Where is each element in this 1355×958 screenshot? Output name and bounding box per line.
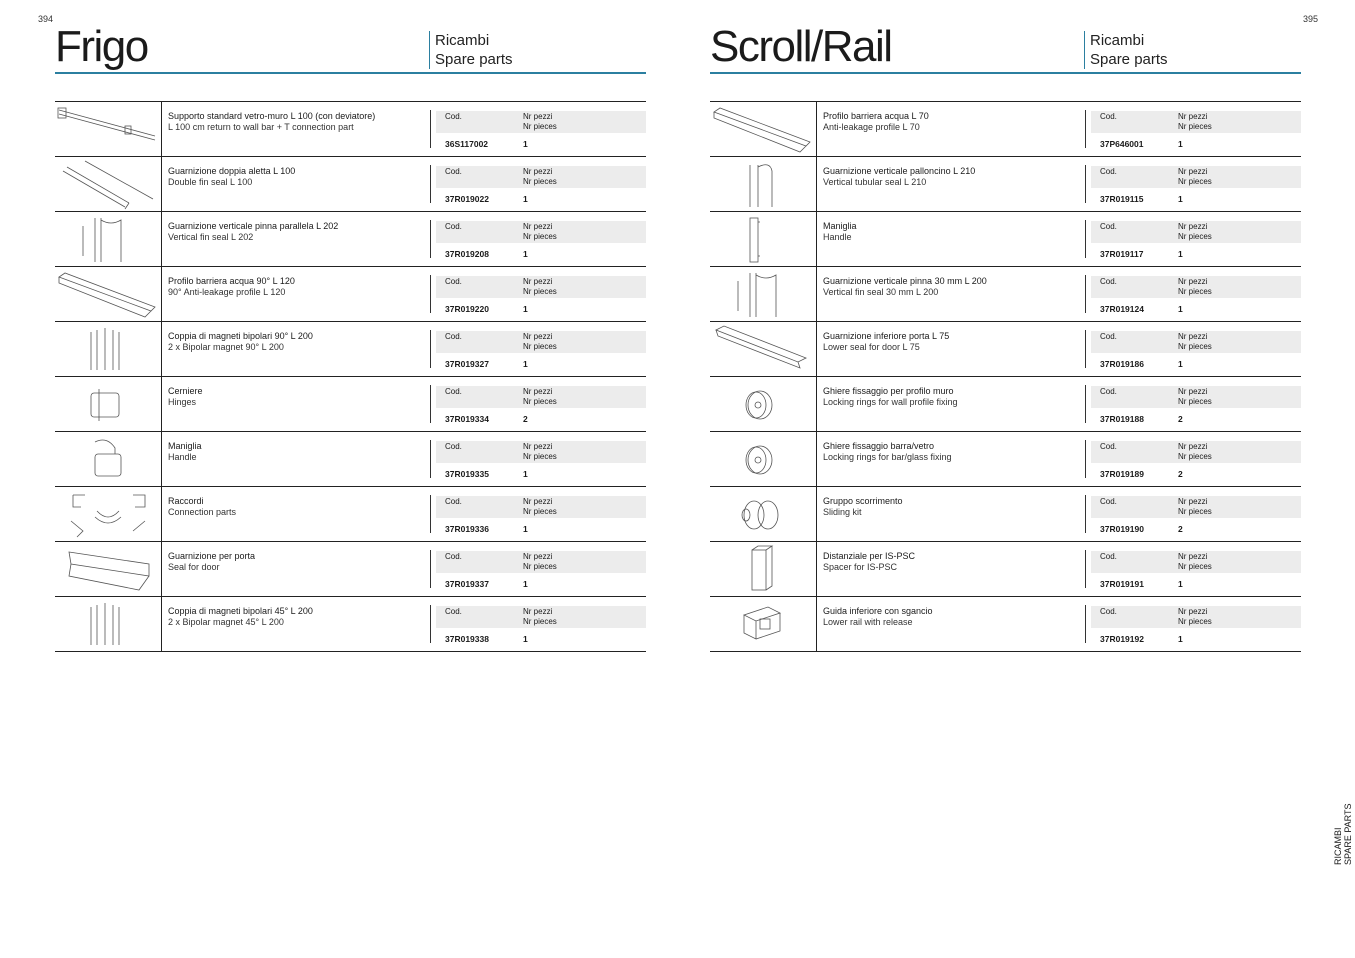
pieces-label — [523, 497, 557, 517]
code-header — [436, 606, 646, 628]
part-quantity: 1 — [523, 359, 528, 369]
code-label: Cod. — [1100, 112, 1117, 121]
part-code: 37R019190 — [1100, 524, 1144, 534]
code-label: Cod. — [445, 277, 462, 286]
part-image — [55, 542, 162, 596]
part-description — [168, 166, 295, 188]
part-code: 37R019327 — [445, 359, 489, 369]
part-name-en: Vertical fin seal L 202 — [168, 232, 254, 242]
part-name-en: Locking rings for bar/glass fixing — [823, 452, 952, 462]
part-row — [55, 542, 646, 597]
pieces-label — [523, 332, 557, 352]
code-label: Cod. — [445, 167, 462, 176]
part-code: 37R019117 — [1100, 249, 1144, 259]
part-code: 37R019191 — [1100, 579, 1144, 589]
part-name-en: Anti-leakage profile L 70 — [823, 122, 920, 132]
pieces-label-en: Nr pieces — [1178, 232, 1212, 241]
anti-leakage-profile-icon — [55, 267, 161, 321]
part-description — [168, 111, 375, 133]
part-image — [710, 267, 817, 321]
part-image — [55, 432, 162, 486]
vertical-fin-seal-icon — [710, 267, 816, 321]
part-description — [168, 386, 203, 408]
code-label: Cod. — [445, 387, 462, 396]
pieces-label-it: Nr pezzi — [523, 497, 553, 506]
parts-table — [55, 101, 646, 652]
part-quantity: 1 — [1178, 194, 1183, 204]
part-code: 37R019189 — [1100, 469, 1144, 479]
pieces-label-it: Nr pezzi — [523, 552, 553, 561]
pieces-label-en: Nr pieces — [1178, 287, 1212, 296]
pieces-label-it: Nr pezzi — [1178, 222, 1208, 231]
pieces-label — [1178, 442, 1212, 462]
pieces-label-it: Nr pezzi — [523, 607, 553, 616]
part-description — [823, 276, 987, 298]
part-name-en: Lower seal for door L 75 — [823, 342, 920, 352]
column-divider — [1085, 220, 1086, 258]
part-code: 37R019124 — [1100, 304, 1144, 314]
pieces-label — [1178, 222, 1212, 242]
pieces-label — [523, 277, 557, 297]
column-divider — [1085, 550, 1086, 588]
code-label: Cod. — [445, 222, 462, 231]
spacer-icon — [710, 542, 816, 596]
part-name-en: Handle — [823, 232, 852, 242]
code-header — [1091, 496, 1301, 518]
pieces-label-en: Nr pieces — [523, 342, 557, 351]
code-label: Cod. — [1100, 277, 1117, 286]
pieces-label — [1178, 607, 1212, 627]
part-description — [823, 496, 903, 518]
part-quantity: 1 — [1178, 139, 1183, 149]
code-header — [1091, 166, 1301, 188]
double-fin-seal-icon — [55, 157, 161, 211]
part-name-en: Vertical tubular seal L 210 — [823, 177, 927, 187]
part-image — [710, 377, 817, 431]
part-quantity: 1 — [1178, 304, 1183, 314]
part-name-it: Coppia di magneti bipolari 45° L 200 — [168, 606, 313, 616]
part-row — [55, 487, 646, 542]
part-code: 37R019208 — [445, 249, 489, 259]
code-header — [1091, 111, 1301, 133]
part-row — [710, 487, 1301, 542]
code-label: Cod. — [1100, 607, 1117, 616]
header-rule — [55, 72, 646, 74]
part-description — [823, 221, 857, 243]
part-image — [55, 157, 162, 211]
part-quantity: 2 — [1178, 524, 1183, 534]
part-name-it: Ghiere fissaggio barra/vetro — [823, 441, 935, 451]
code-label: Cod. — [445, 607, 462, 616]
pieces-label-en: Nr pieces — [523, 122, 557, 131]
pieces-label — [1178, 332, 1212, 352]
column-divider — [1085, 275, 1086, 313]
bipolar-magnet-icon — [55, 322, 161, 376]
sliding-kit-icon — [710, 487, 816, 541]
part-quantity: 1 — [523, 634, 528, 644]
pieces-label-it: Nr pezzi — [1178, 332, 1208, 341]
part-description — [168, 441, 202, 463]
part-code: 37R019335 — [445, 469, 489, 479]
pieces-label — [523, 442, 557, 462]
part-name-it: Profilo barriera acqua L 70 — [823, 111, 929, 121]
part-quantity: 1 — [1178, 359, 1183, 369]
code-label: Cod. — [445, 497, 462, 506]
part-row — [55, 102, 646, 157]
pieces-label-en: Nr pieces — [523, 507, 557, 516]
part-image — [55, 322, 162, 376]
pieces-label-en: Nr pieces — [523, 452, 557, 461]
part-name-it: Profilo barriera acqua 90° L 120 — [168, 276, 295, 286]
pieces-label-it: Nr pezzi — [1178, 112, 1208, 121]
pieces-label-it: Nr pezzi — [1178, 607, 1208, 616]
part-quantity: 2 — [1178, 414, 1183, 424]
part-quantity: 1 — [523, 194, 528, 204]
bar-handle-icon — [710, 212, 816, 266]
pieces-label — [523, 607, 557, 627]
part-image — [55, 212, 162, 266]
part-description — [168, 606, 313, 628]
locking-ring-icon — [710, 377, 816, 431]
part-image — [55, 597, 162, 651]
column-divider — [1085, 110, 1086, 148]
part-row — [710, 377, 1301, 432]
part-row — [710, 212, 1301, 267]
code-header — [436, 551, 646, 573]
part-code: 37R019336 — [445, 524, 489, 534]
part-image — [710, 157, 817, 211]
part-name-it: Raccordi — [168, 496, 204, 506]
pieces-label-en: Nr pieces — [1178, 507, 1212, 516]
pieces-label-it: Nr pezzi — [523, 332, 553, 341]
code-label: Cod. — [1100, 387, 1117, 396]
part-image — [710, 212, 817, 266]
part-name-it: Ghiere fissaggio per profilo muro — [823, 386, 954, 396]
part-row — [55, 157, 646, 212]
column-divider — [1085, 495, 1086, 533]
part-description — [823, 331, 949, 353]
page-right — [710, 0, 1301, 958]
part-quantity: 1 — [523, 469, 528, 479]
pieces-label-it: Nr pezzi — [523, 277, 553, 286]
part-description — [823, 111, 929, 133]
code-header — [1091, 606, 1301, 628]
pieces-label-en: Nr pieces — [523, 397, 557, 406]
pieces-label — [1178, 167, 1212, 187]
part-name-en: 90° Anti-leakage profile L 120 — [168, 287, 286, 297]
part-code: 37R019186 — [1100, 359, 1144, 369]
code-label: Cod. — [445, 442, 462, 451]
code-header — [1091, 331, 1301, 353]
part-name-en: Sliding kit — [823, 507, 862, 517]
code-label: Cod. — [445, 112, 462, 121]
part-code: 37R019338 — [445, 634, 489, 644]
code-header — [436, 386, 646, 408]
column-divider — [1085, 385, 1086, 423]
code-label: Cod. — [445, 332, 462, 341]
part-description — [168, 551, 255, 573]
code-label: Cod. — [1100, 552, 1117, 561]
locking-ring-icon — [710, 432, 816, 486]
hinge-icon — [55, 377, 161, 431]
part-code: 37P646001 — [1100, 139, 1144, 149]
part-description — [823, 606, 933, 628]
pieces-label-en: Nr pieces — [523, 232, 557, 241]
part-code: 37R019220 — [445, 304, 489, 314]
part-image — [710, 102, 817, 156]
part-image — [55, 102, 162, 156]
code-header — [436, 496, 646, 518]
pieces-label-en: Nr pieces — [1178, 342, 1212, 351]
part-description — [168, 496, 236, 518]
column-divider — [430, 605, 431, 643]
part-row — [710, 267, 1301, 322]
page-number-right: 395 — [1303, 14, 1319, 24]
code-label: Cod. — [1100, 442, 1117, 451]
code-header — [1091, 551, 1301, 573]
part-row — [710, 322, 1301, 377]
pieces-label — [1178, 497, 1212, 517]
page-left — [55, 0, 646, 958]
code-label: Cod. — [1100, 222, 1117, 231]
side-tab-line2: SPARE PARTS — [1343, 803, 1353, 865]
pieces-label-it: Nr pezzi — [1178, 167, 1208, 176]
page-number-left: 394 — [38, 14, 54, 24]
part-quantity: 2 — [523, 414, 528, 424]
pieces-label — [1178, 112, 1212, 132]
vertical-fin-seal-icon — [55, 212, 161, 266]
pieces-label-it: Nr pezzi — [523, 167, 553, 176]
pieces-label-it: Nr pezzi — [523, 387, 553, 396]
part-description — [823, 166, 975, 188]
part-image — [710, 322, 817, 376]
code-label: Cod. — [445, 552, 462, 561]
page-title: Scroll/Rail — [710, 22, 892, 71]
part-name-en: Locking rings for wall profile fixing — [823, 397, 958, 407]
bipolar-magnet-icon — [55, 597, 161, 651]
column-divider — [430, 275, 431, 313]
pieces-label-en: Nr pieces — [523, 562, 557, 571]
connection-parts-icon — [55, 487, 161, 541]
pieces-label — [523, 387, 557, 407]
tubular-seal-icon — [710, 157, 816, 211]
part-row — [55, 597, 646, 652]
pieces-label-it: Nr pezzi — [1178, 442, 1208, 451]
pieces-label-en: Nr pieces — [523, 177, 557, 186]
wall-bar-icon — [55, 102, 161, 156]
code-header — [436, 276, 646, 298]
column-divider — [430, 220, 431, 258]
code-label: Cod. — [1100, 167, 1117, 176]
pieces-label — [1178, 277, 1212, 297]
lower-rail-icon — [710, 597, 816, 651]
code-header — [1091, 221, 1301, 243]
column-divider — [430, 385, 431, 423]
part-row — [55, 267, 646, 322]
part-name-it: Guida inferiore con sgancio — [823, 606, 933, 616]
door-seal-icon — [55, 542, 161, 596]
part-image — [55, 267, 162, 321]
pieces-label — [523, 222, 557, 242]
part-code: 37R019188 — [1100, 414, 1144, 424]
section-label-en: Spare parts — [435, 51, 513, 68]
part-name-it: Maniglia — [823, 221, 857, 231]
pieces-label-en: Nr pieces — [523, 617, 557, 626]
part-name-en: L 100 cm return to wall bar + T connection part — [168, 122, 354, 132]
part-name-en: Spacer for IS-PSC — [823, 562, 898, 572]
column-divider — [430, 330, 431, 368]
part-row — [55, 377, 646, 432]
part-quantity: 1 — [1178, 634, 1183, 644]
part-row — [55, 432, 646, 487]
anti-leakage-profile-icon — [710, 102, 816, 156]
part-row — [710, 102, 1301, 157]
part-name-it: Guarnizione doppia aletta L 100 — [168, 166, 296, 176]
part-description — [168, 221, 338, 243]
part-name-it: Distanziale per IS-PSC — [823, 551, 916, 561]
part-quantity: 1 — [523, 524, 528, 534]
pieces-label-it: Nr pezzi — [1178, 387, 1208, 396]
code-header — [1091, 441, 1301, 463]
page-title: Frigo — [55, 22, 148, 71]
part-quantity: 1 — [523, 304, 528, 314]
part-image — [55, 377, 162, 431]
section-label-it: Ricambi — [1090, 32, 1145, 49]
column-divider — [430, 440, 431, 478]
part-image — [710, 432, 817, 486]
part-quantity: 1 — [523, 579, 528, 589]
code-header — [436, 111, 646, 133]
pieces-label — [523, 167, 557, 187]
parts-table — [710, 101, 1301, 652]
section-label-en: Spare parts — [1090, 51, 1168, 68]
part-name-en: 2 x Bipolar magnet 45° L 200 — [168, 617, 284, 627]
section-label-it: Ricambi — [435, 32, 490, 49]
pieces-label-en: Nr pieces — [1178, 122, 1212, 131]
part-name-en: 2 x Bipolar magnet 90° L 200 — [168, 342, 284, 352]
code-label: Cod. — [1100, 332, 1117, 341]
part-name-en: Double fin seal L 100 — [168, 177, 253, 187]
column-divider — [1085, 440, 1086, 478]
part-row — [710, 432, 1301, 487]
pieces-label — [1178, 552, 1212, 572]
part-code: 37R019022 — [445, 194, 489, 204]
part-quantity: 2 — [1178, 469, 1183, 479]
header-rule — [710, 72, 1301, 74]
pieces-label — [523, 552, 557, 572]
code-header — [436, 331, 646, 353]
part-quantity: 1 — [523, 139, 528, 149]
pieces-label-en: Nr pieces — [523, 287, 557, 296]
part-quantity: 1 — [1178, 249, 1183, 259]
part-code: 37R019192 — [1100, 634, 1144, 644]
part-name-it: Guarnizione verticale palloncino L 210 — [823, 166, 976, 176]
part-name-en: Handle — [168, 452, 197, 462]
part-name-it: Gruppo scorrimento — [823, 496, 903, 506]
part-description — [168, 276, 295, 298]
pieces-label-en: Nr pieces — [1178, 397, 1212, 406]
pieces-label-it: Nr pezzi — [523, 222, 553, 231]
code-header — [436, 221, 646, 243]
pieces-label-it: Nr pezzi — [523, 112, 553, 121]
section-label — [429, 31, 513, 69]
column-divider — [430, 165, 431, 203]
handle-icon — [55, 432, 161, 486]
pieces-label-en: Nr pieces — [1178, 177, 1212, 186]
part-name-it: Guarnizione per porta — [168, 551, 256, 561]
column-divider — [1085, 605, 1086, 643]
pieces-label — [1178, 387, 1212, 407]
part-row — [710, 157, 1301, 212]
part-quantity: 1 — [523, 249, 528, 259]
part-code: 37R019334 — [445, 414, 489, 424]
part-name-en: Lower rail with release — [823, 617, 913, 627]
part-name-en: Vertical fin seal 30 mm L 200 — [823, 287, 939, 297]
pieces-label-en: Nr pieces — [1178, 452, 1212, 461]
part-description — [823, 386, 958, 408]
part-name-en: Seal for door — [168, 562, 220, 572]
lower-seal-icon — [710, 322, 816, 376]
part-name-it: Cerniere — [168, 386, 203, 396]
column-divider — [1085, 330, 1086, 368]
part-quantity: 1 — [1178, 579, 1183, 589]
part-description — [823, 551, 915, 573]
part-image — [710, 542, 817, 596]
pieces-label-it: Nr pezzi — [1178, 497, 1208, 506]
column-divider — [430, 495, 431, 533]
part-name-it: Coppia di magneti bipolari 90° L 200 — [168, 331, 313, 341]
column-divider — [430, 110, 431, 148]
part-code: 37R019115 — [1100, 194, 1144, 204]
side-tab — [1329, 805, 1355, 865]
part-description — [823, 441, 952, 463]
code-header — [436, 166, 646, 188]
code-header — [436, 441, 646, 463]
part-row — [55, 322, 646, 377]
column-divider — [1085, 165, 1086, 203]
pieces-label-it: Nr pezzi — [523, 442, 553, 451]
part-name-it: Supporto standard vetro-muro L 100 (con deviatore) — [168, 111, 376, 121]
part-row — [710, 542, 1301, 597]
code-label: Cod. — [1100, 497, 1117, 506]
part-row — [55, 212, 646, 267]
part-name-en: Connection parts — [168, 507, 237, 517]
code-header — [1091, 386, 1301, 408]
part-code: 36S117002 — [445, 139, 489, 149]
part-name-it: Guarnizione inferiore porta L 75 — [823, 331, 950, 341]
pieces-label-en: Nr pieces — [1178, 562, 1212, 571]
part-image — [55, 487, 162, 541]
part-description — [168, 331, 313, 353]
section-label — [1084, 31, 1168, 69]
column-divider — [430, 550, 431, 588]
part-name-en: Hinges — [168, 397, 197, 407]
pieces-label-en: Nr pieces — [1178, 617, 1212, 626]
part-name-it: Maniglia — [168, 441, 202, 451]
part-row — [710, 597, 1301, 652]
code-header — [1091, 276, 1301, 298]
pieces-label — [523, 112, 557, 132]
pieces-label-it: Nr pezzi — [1178, 552, 1208, 561]
pieces-label-it: Nr pezzi — [1178, 277, 1208, 286]
part-code: 37R019337 — [445, 579, 489, 589]
part-name-it: Guarnizione verticale pinna parallela L 202 — [168, 221, 339, 231]
part-image — [710, 487, 817, 541]
part-image — [710, 597, 817, 651]
side-tab-line1: RICAMBI — [1333, 827, 1343, 865]
part-name-it: Guarnizione verticale pinna 30 mm L 200 — [823, 276, 987, 286]
